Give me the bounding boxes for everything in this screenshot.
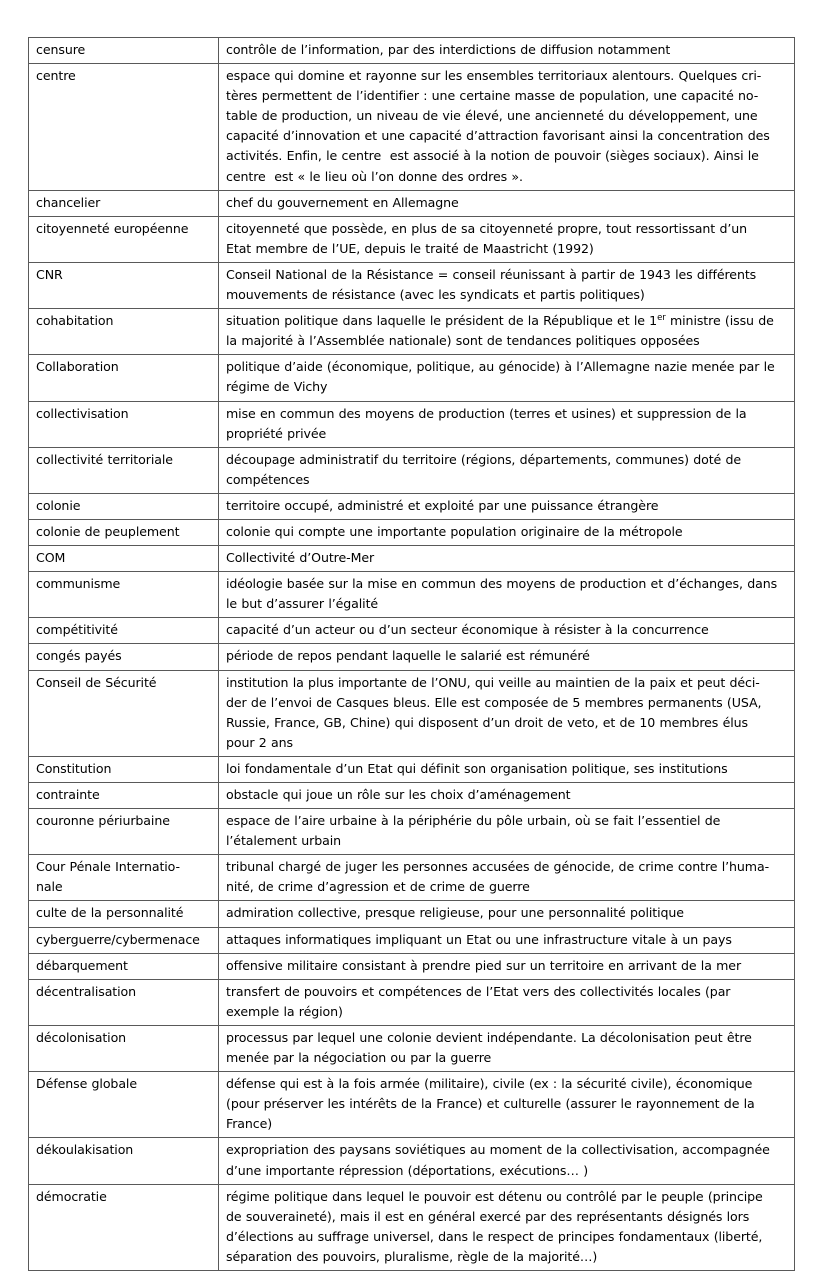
glossary-term-line: Conseil de Sécurité bbox=[36, 674, 157, 690]
glossary-term-cell bbox=[29, 447, 219, 493]
glossary-definition-line: tères permettent de l’identifier : une certaine masse de population, une capacité no- bbox=[226, 88, 759, 104]
table-row bbox=[29, 309, 795, 355]
glossary-term-cell bbox=[29, 355, 219, 401]
table-row bbox=[29, 953, 795, 979]
glossary-definition-line: citoyenneté que possède, en plus de sa citoyenneté propre, tout ressortissant d’un bbox=[226, 220, 748, 236]
glossary-definition-cell bbox=[219, 644, 795, 670]
glossary-definition-line: activités. Enfin, le centre est associé à la notion de pouvoir (sièges sociaux). Ainsi le bbox=[226, 148, 759, 164]
glossary-term-line: cohabitation bbox=[36, 313, 114, 329]
glossary-definition-line: régime politique dans lequel le pouvoir est détenu ou contrôlé par le peuple (principe bbox=[226, 1188, 763, 1204]
glossary-definition-line: la majorité à l’Assemblée nationale) sont de tendances politiques opposées bbox=[226, 333, 700, 349]
glossary-definition-line: espace de l’aire urbaine à la périphérie du pôle urbain, où se fait l’essentiel de bbox=[226, 813, 721, 829]
glossary-definition-cell bbox=[219, 670, 795, 756]
glossary-definition-cell bbox=[219, 618, 795, 644]
glossary-definition-line: situation politique dans laquelle le président de la République et le 1er ministre (issu de bbox=[226, 312, 774, 329]
table-row bbox=[29, 216, 795, 262]
table-row bbox=[29, 979, 795, 1025]
glossary-definition-line: centre est « le lieu où l’on donne des ordres ». bbox=[226, 168, 523, 184]
table-row bbox=[29, 1025, 795, 1071]
glossary-definition-line: période de repos pendant laquelle le salarié est rémunéré bbox=[226, 648, 590, 664]
glossary-definition-cell bbox=[219, 401, 795, 447]
glossary-definition-cell bbox=[219, 1138, 795, 1184]
glossary-definition-line: loi fondamentale d’un Etat qui définit son organisation politique, ses institutions bbox=[226, 760, 728, 776]
table-row bbox=[29, 901, 795, 927]
glossary-term-line: censure bbox=[36, 42, 86, 57]
glossary-term-line: colonie bbox=[36, 497, 81, 513]
glossary-definition-line: politique d’aide (économique, politique, au génocide) à l’Allemagne nazie menée par le bbox=[226, 359, 775, 375]
glossary-definition-cell bbox=[219, 979, 795, 1025]
glossary-term-line: débarquement bbox=[36, 957, 128, 973]
glossary-definition-line: Russie, France, GB, Chine) qui disposent d’un droit de veto, et de 10 membres élus bbox=[226, 714, 748, 730]
glossary-term-line: cyberguerre/cybermenace bbox=[36, 931, 200, 947]
glossary-definition-cell bbox=[219, 953, 795, 979]
glossary-term-cell bbox=[29, 1184, 219, 1270]
glossary-term-line: Cour Pénale Internatio- bbox=[36, 859, 180, 875]
table-row bbox=[29, 855, 795, 901]
table-row bbox=[29, 190, 795, 216]
table-row bbox=[29, 670, 795, 756]
glossary-definition-line: tribunal chargé de juger les personnes accusées de génocide, de crime contre l’huma- bbox=[226, 859, 770, 875]
glossary-term-line: citoyenneté européenne bbox=[36, 220, 189, 236]
table-row bbox=[29, 756, 795, 782]
glossary-table-body bbox=[29, 38, 795, 1271]
glossary-definition-cell bbox=[219, 447, 795, 493]
table-row bbox=[29, 783, 795, 809]
glossary-term-cell bbox=[29, 262, 219, 308]
glossary-definition-line: exemple la région) bbox=[226, 1003, 343, 1019]
glossary-definition-cell bbox=[219, 519, 795, 545]
glossary-definition-cell bbox=[219, 355, 795, 401]
glossary-definition-line: l’étalement urbain bbox=[226, 833, 342, 849]
glossary-definition-line: obstacle qui joue un rôle sur les choix d’aménagement bbox=[226, 787, 571, 802]
glossary-term-cell bbox=[29, 401, 219, 447]
glossary-term-cell bbox=[29, 670, 219, 756]
glossary-definition-line: nité, de crime d’agression et de crime de guerre bbox=[226, 879, 530, 895]
glossary-definition-line: Collectivité d’Outre-Mer bbox=[226, 550, 375, 566]
glossary-term-line: dékoulakisation bbox=[36, 1142, 134, 1158]
glossary-definition-cell bbox=[219, 756, 795, 782]
glossary-definition-cell bbox=[219, 809, 795, 855]
table-row bbox=[29, 262, 795, 308]
glossary-definition-line: colonie qui compte une importante population originaire de la métropole bbox=[226, 523, 683, 539]
glossary-term-cell bbox=[29, 1025, 219, 1071]
glossary-definition-line: d’élections au suffrage universel, dans le respect de principes fondamentaux (liberté, bbox=[226, 1228, 763, 1244]
glossary-definition-line: propriété privée bbox=[226, 425, 327, 441]
glossary-term-line: couronne périurbaine bbox=[36, 813, 170, 829]
glossary-definition-line: mise en commun des moyens de production (terres et usines) et suppression de la bbox=[226, 405, 747, 421]
glossary-term-cell bbox=[29, 546, 219, 572]
glossary-term-cell bbox=[29, 493, 219, 519]
table-row bbox=[29, 355, 795, 401]
glossary-definition-cell bbox=[219, 190, 795, 216]
table-row bbox=[29, 618, 795, 644]
glossary-term-line: centre bbox=[36, 68, 76, 84]
table-row bbox=[29, 401, 795, 447]
glossary-definition-cell bbox=[219, 309, 795, 355]
glossary-definition-line: le but d’assurer l’égalité bbox=[226, 596, 379, 612]
glossary-definition-line: transfert de pouvoirs et compétences de l’Etat vers des collectivités locales (par bbox=[226, 983, 731, 999]
glossary-definition-line: Etat membre de l’UE, depuis le traité de Maastricht (1992) bbox=[226, 240, 594, 256]
glossary-term-line: contrainte bbox=[36, 787, 100, 802]
glossary-term-cell bbox=[29, 1138, 219, 1184]
glossary-term-line: Constitution bbox=[36, 760, 112, 776]
glossary-definition-line: régime de Vichy bbox=[226, 379, 328, 395]
glossary-definition-cell bbox=[219, 901, 795, 927]
glossary-term-line: communisme bbox=[36, 576, 121, 592]
glossary-term-line: collectivisation bbox=[36, 405, 129, 421]
glossary-term-line: congés payés bbox=[36, 648, 122, 664]
table-row bbox=[29, 1184, 795, 1270]
glossary-term-line: COM bbox=[36, 550, 66, 566]
glossary-definition-line: de souveraineté), mais il est en général exercé par des représentants désignés lors bbox=[226, 1208, 750, 1224]
table-row bbox=[29, 64, 795, 191]
glossary-term-line: Collaboration bbox=[36, 359, 119, 375]
glossary-definition-line: Conseil National de la Résistance = conseil réunissant à partir de 1943 les différents bbox=[226, 266, 757, 282]
glossary-definition-line: (pour préserver les intérêts de la France) et culturelle (assurer le rayonnement de la bbox=[226, 1096, 755, 1112]
glossary-definition-cell bbox=[219, 38, 795, 64]
glossary-definition-cell bbox=[219, 546, 795, 572]
glossary-definition-cell bbox=[219, 262, 795, 308]
glossary-definition-line: capacité d’innovation et une capacité d’attraction favorisant ainsi la concentration des bbox=[226, 128, 770, 144]
glossary-definition-cell bbox=[219, 1184, 795, 1270]
glossary-definition-line: mouvements de résistance (avec les syndicats et partis politiques) bbox=[226, 287, 645, 303]
table-row bbox=[29, 447, 795, 493]
table-row bbox=[29, 38, 795, 64]
glossary-term-cell bbox=[29, 809, 219, 855]
glossary-term-line: décolonisation bbox=[36, 1029, 127, 1045]
glossary-definition-cell bbox=[219, 572, 795, 618]
ordinal-superscript: er bbox=[657, 312, 666, 323]
glossary-definition-line: admiration collective, presque religieuse, pour une personnalité politique bbox=[226, 905, 684, 921]
glossary-definition-line: processus par lequel une colonie devient indépendante. La décolonisation peut être bbox=[226, 1029, 752, 1045]
glossary-term-cell bbox=[29, 953, 219, 979]
glossary-term-cell bbox=[29, 190, 219, 216]
glossary-term-line: nale bbox=[36, 879, 63, 895]
glossary-definition-line: capacité d’un acteur ou d’un secteur économique à résister à la concurrence bbox=[226, 622, 709, 638]
glossary-definition-line: chef du gouvernement en Allemagne bbox=[226, 194, 459, 210]
glossary-definition-cell bbox=[219, 64, 795, 191]
glossary-term-cell bbox=[29, 64, 219, 191]
glossary-definition-line: France) bbox=[226, 1116, 273, 1132]
glossary-definition-cell bbox=[219, 927, 795, 953]
glossary-definition-line: idéologie basée sur la mise en commun des moyens de production et d’échanges, dans bbox=[226, 576, 778, 592]
glossary-term-cell bbox=[29, 1072, 219, 1138]
table-row bbox=[29, 809, 795, 855]
glossary-definition-line: attaques informatiques impliquant un Etat ou une infrastructure vitale à un pays bbox=[226, 931, 732, 947]
glossary-term-cell bbox=[29, 38, 219, 64]
glossary-term-line: CNR bbox=[36, 266, 63, 282]
glossary-definition-line: espace qui domine et rayonne sur les ensembles territoriaux alentours. Quelques cri- bbox=[226, 68, 762, 84]
glossary-table bbox=[28, 37, 795, 1271]
glossary-term-line: Défense globale bbox=[36, 1076, 137, 1092]
glossary-definition-line: compétences bbox=[226, 471, 310, 487]
glossary-term-line: collectivité territoriale bbox=[36, 451, 173, 467]
glossary-term-line: culte de la personnalité bbox=[36, 905, 184, 921]
table-row bbox=[29, 546, 795, 572]
glossary-definition-line: menée par la négociation ou par la guerre bbox=[226, 1050, 492, 1066]
glossary-term-cell bbox=[29, 979, 219, 1025]
glossary-term-cell bbox=[29, 216, 219, 262]
glossary-term-cell bbox=[29, 572, 219, 618]
glossary-term-line: démocratie bbox=[36, 1188, 107, 1204]
glossary-definition-cell bbox=[219, 493, 795, 519]
glossary-term-line: compétitivité bbox=[36, 622, 118, 638]
glossary-definition-line: découpage administratif du territoire (régions, départements, communes) doté de bbox=[226, 451, 742, 467]
table-row bbox=[29, 493, 795, 519]
glossary-term-cell bbox=[29, 927, 219, 953]
glossary-definition-line: der de l’envoi de Casques bleus. Elle est composée de 5 membres permanents (USA, bbox=[226, 694, 762, 710]
glossary-term-line: décentralisation bbox=[36, 983, 137, 999]
glossary-definition-line: contrôle de l’information, par des interdictions de diffusion notamment bbox=[226, 42, 671, 57]
table-row bbox=[29, 1072, 795, 1138]
glossary-definition-cell bbox=[219, 855, 795, 901]
glossary-definition-line: offensive militaire consistant à prendre pied sur un territoire en arrivant de la mer bbox=[226, 957, 742, 973]
glossary-definition-line: territoire occupé, administré et exploité par une puissance étrangère bbox=[226, 497, 659, 513]
table-row bbox=[29, 1138, 795, 1184]
glossary-term-cell bbox=[29, 901, 219, 927]
glossary-definition-line: table de production, un niveau de vie élevé, une ancienneté du développement, une bbox=[226, 108, 758, 124]
glossary-definition-line: expropriation des paysans soviétiques au moment de la collectivisation, accompagnée bbox=[226, 1142, 770, 1158]
glossary-definition-cell bbox=[219, 1025, 795, 1071]
glossary-term-cell bbox=[29, 756, 219, 782]
glossary-definition-cell bbox=[219, 216, 795, 262]
glossary-definition-line: pour 2 ans bbox=[226, 734, 293, 750]
glossary-term-cell bbox=[29, 855, 219, 901]
table-row bbox=[29, 519, 795, 545]
glossary-definition-line: d’une importante répression (déportations, exécutions… ) bbox=[226, 1162, 589, 1178]
table-row bbox=[29, 572, 795, 618]
glossary-definition-line: séparation des pouvoirs, pluralisme, règle de la majorité…) bbox=[226, 1248, 598, 1264]
table-row bbox=[29, 644, 795, 670]
glossary-term-line: chancelier bbox=[36, 194, 101, 210]
glossary-term-line: colonie de peuplement bbox=[36, 523, 180, 539]
table-row bbox=[29, 927, 795, 953]
glossary-term-cell bbox=[29, 644, 219, 670]
glossary-page bbox=[28, 37, 794, 1271]
glossary-definition-cell bbox=[219, 783, 795, 809]
glossary-definition-line: défense qui est à la fois armée (militaire), civile (ex : la sécurité civile), économique bbox=[226, 1076, 753, 1092]
glossary-term-cell bbox=[29, 309, 219, 355]
glossary-definition-cell bbox=[219, 1072, 795, 1138]
glossary-term-cell bbox=[29, 519, 219, 545]
glossary-term-cell bbox=[29, 618, 219, 644]
glossary-term-cell bbox=[29, 783, 219, 809]
glossary-definition-line: institution la plus importante de l’ONU, qui veille au maintien de la paix et peut déci- bbox=[226, 674, 760, 690]
